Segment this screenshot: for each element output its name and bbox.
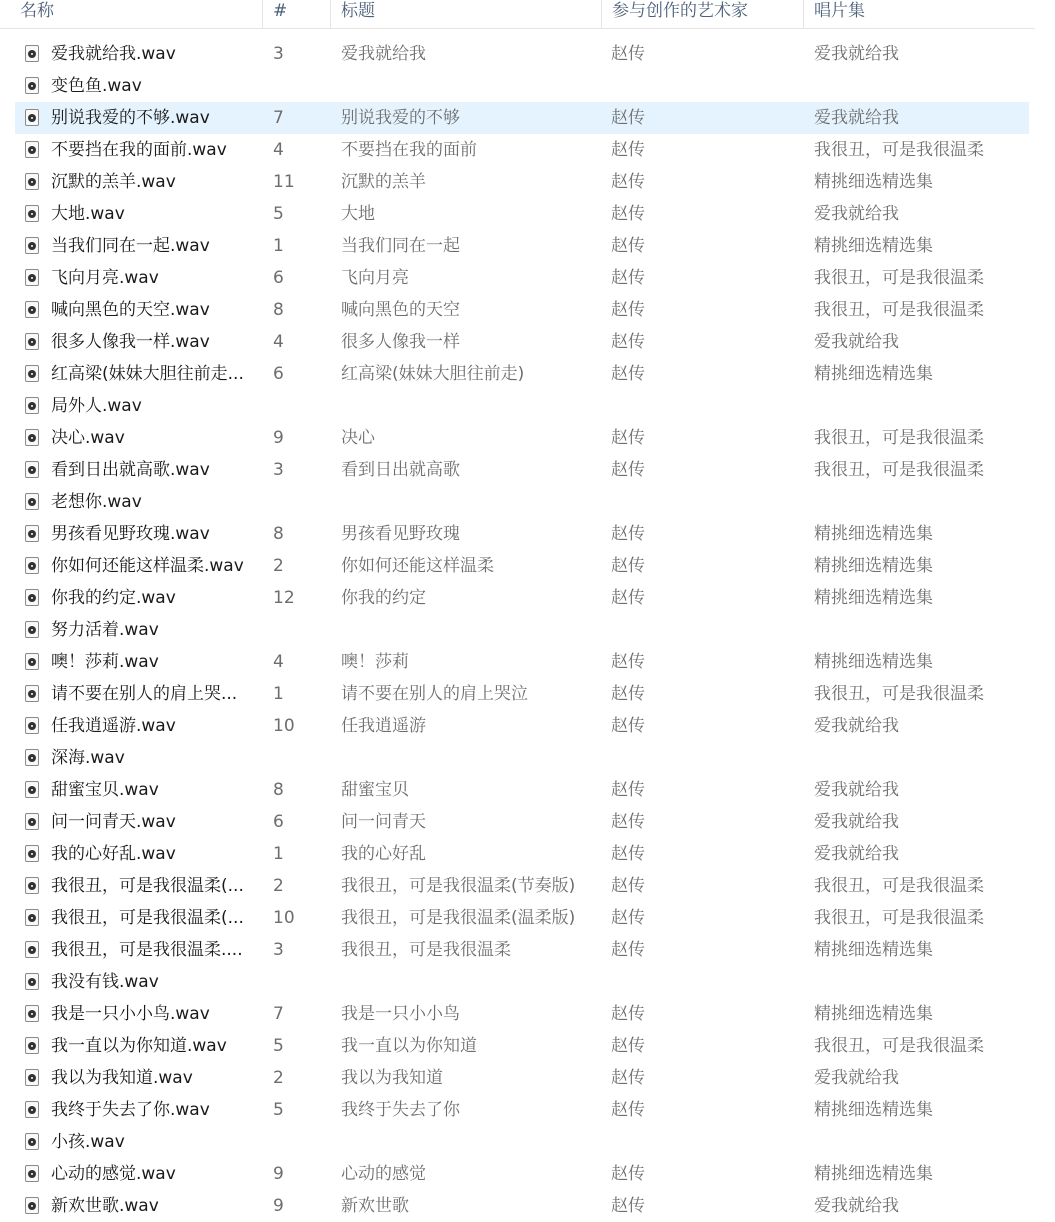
track-number: 2 [273, 556, 284, 576]
track-number: 2 [273, 876, 284, 896]
file-name: 甜蜜宝贝.wav [51, 780, 159, 800]
track-number: 1 [273, 844, 284, 864]
audio-file-icon [25, 77, 39, 94]
file-name: 沉默的羔羊.wav [51, 172, 176, 192]
track-album: 精挑细选精选集 [814, 556, 933, 576]
track-album [814, 742, 1029, 774]
track-artist: 赵传 [611, 172, 645, 192]
track-number [273, 390, 329, 422]
track-number: 9 [273, 1164, 284, 1184]
file-name: 心动的感觉.wav [51, 1164, 176, 1184]
file-row[interactable] [15, 422, 1029, 454]
file-row[interactable] [15, 198, 1029, 230]
track-artist: 赵传 [611, 1164, 645, 1184]
file-name: 我是一只小小鸟.wav [51, 1004, 210, 1024]
track-number: 7 [273, 108, 284, 128]
track-title: 飞向月亮 [341, 268, 409, 288]
audio-file-icon [25, 493, 39, 510]
file-row[interactable] [15, 486, 1029, 518]
track-album [814, 966, 1029, 998]
track-album: 爱我就给我 [814, 844, 899, 864]
track-album [814, 614, 1029, 646]
track-number: 8 [273, 780, 284, 800]
audio-file-icon [25, 717, 39, 734]
track-artist: 赵传 [611, 1100, 645, 1120]
file-row[interactable] [15, 678, 1029, 710]
file-name: 我没有钱.wav [51, 972, 159, 992]
audio-file-icon [25, 621, 39, 638]
track-album: 精挑细选精选集 [814, 524, 933, 544]
file-row[interactable] [15, 998, 1029, 1030]
file-name: 别说我爱的不够.wav [51, 108, 210, 128]
audio-file-icon [25, 973, 39, 990]
track-artist: 赵传 [611, 140, 645, 160]
file-name: 噢！莎莉.wav [51, 652, 159, 672]
file-name: 新欢世歌.wav [51, 1196, 159, 1216]
file-row[interactable] [15, 742, 1029, 774]
track-album: 我很丑，可是我很温柔 [814, 876, 984, 896]
track-number: 3 [273, 44, 284, 64]
track-title: 红高梁(妹妹大胆往前走) [341, 364, 525, 384]
file-name: 我一直以为你知道.wav [51, 1036, 227, 1056]
track-artist: 赵传 [611, 908, 645, 928]
track-album: 精挑细选精选集 [814, 1004, 933, 1024]
track-title: 大地 [341, 204, 375, 224]
track-album: 爱我就给我 [814, 780, 899, 800]
track-artist: 赵传 [611, 300, 645, 320]
track-artist [611, 742, 801, 774]
track-title: 心动的感觉 [341, 1164, 426, 1184]
track-number: 9 [273, 428, 284, 448]
track-artist: 赵传 [611, 44, 645, 64]
file-row[interactable] [15, 326, 1029, 358]
file-row[interactable] [15, 614, 1029, 646]
track-artist: 赵传 [611, 588, 645, 608]
audio-file-icon [25, 557, 39, 574]
audio-file-icon [25, 365, 39, 382]
file-row[interactable] [15, 1094, 1029, 1126]
track-number: 1 [273, 684, 284, 704]
track-title [341, 966, 601, 998]
file-name: 你我的约定.wav [51, 588, 176, 608]
audio-file-icon [25, 1037, 39, 1054]
track-number: 3 [273, 460, 284, 480]
track-artist: 赵传 [611, 332, 645, 352]
file-name: 你如何还能这样温柔.wav [51, 556, 244, 576]
track-album [814, 390, 1029, 422]
track-number: 6 [273, 268, 284, 288]
track-album: 我很丑，可是我很温柔 [814, 300, 984, 320]
file-row[interactable] [15, 934, 1029, 966]
track-artist [611, 70, 801, 102]
audio-file-icon [25, 429, 39, 446]
track-artist: 赵传 [611, 716, 645, 736]
track-title [341, 742, 601, 774]
track-album: 精挑细选精选集 [814, 236, 933, 256]
track-title: 喊向黑色的天空 [341, 300, 460, 320]
file-row[interactable] [15, 70, 1029, 102]
track-artist [611, 486, 801, 518]
track-title [341, 70, 601, 102]
track-artist: 赵传 [611, 684, 645, 704]
audio-file-icon [25, 1165, 39, 1182]
track-number: 8 [273, 300, 284, 320]
audio-file-icon [25, 781, 39, 798]
track-album: 我很丑，可是我很温柔 [814, 140, 984, 160]
column-header-artist[interactable]: 参与创作的艺术家 [602, 0, 804, 28]
track-number [273, 1126, 329, 1158]
track-title: 我很丑，可是我很温柔(温柔版) [341, 908, 576, 928]
file-name: 当我们同在一起.wav [51, 236, 210, 256]
audio-file-icon [25, 1133, 39, 1150]
track-number: 1 [273, 236, 284, 256]
track-number [273, 614, 329, 646]
file-name: 飞向月亮.wav [51, 268, 159, 288]
file-row[interactable] [15, 902, 1029, 934]
file-row[interactable] [15, 1158, 1029, 1190]
audio-file-icon [25, 845, 39, 862]
file-name: 男孩看见野玫瑰.wav [51, 524, 210, 544]
audio-file-icon [25, 205, 39, 222]
track-album: 爱我就给我 [814, 812, 899, 832]
file-name: 老想你.wav [51, 492, 142, 512]
audio-file-icon [25, 333, 39, 350]
file-name: 小孩.wav [51, 1132, 125, 1152]
track-artist: 赵传 [611, 428, 645, 448]
file-row[interactable] [15, 102, 1029, 134]
audio-file-icon [25, 813, 39, 830]
file-row[interactable] [15, 294, 1029, 326]
track-number: 2 [273, 1068, 284, 1088]
track-number: 4 [273, 140, 284, 160]
track-title: 决心 [341, 428, 375, 448]
track-album: 我很丑，可是我很温柔 [814, 684, 984, 704]
track-number [273, 70, 329, 102]
track-album: 爱我就给我 [814, 204, 899, 224]
track-album: 精挑细选精选集 [814, 1164, 933, 1184]
track-title: 当我们同在一起 [341, 236, 460, 256]
track-album: 我很丑，可是我很温柔 [814, 460, 984, 480]
audio-file-icon [25, 1197, 39, 1214]
file-row[interactable] [15, 518, 1029, 550]
track-title: 新欢世歌 [341, 1196, 409, 1216]
track-artist: 赵传 [611, 1004, 645, 1024]
audio-file-icon [25, 45, 39, 62]
column-header-number[interactable]: # [263, 0, 331, 28]
file-name: 喊向黑色的天空.wav [51, 300, 210, 320]
file-name: 我终于失去了你.wav [51, 1100, 210, 1120]
track-artist: 赵传 [611, 1196, 645, 1216]
file-row[interactable] [15, 262, 1029, 294]
track-album: 爱我就给我 [814, 1196, 899, 1216]
audio-file-icon [25, 589, 39, 606]
track-title: 我很丑，可是我很温柔(节奏版) [341, 876, 576, 896]
track-artist: 赵传 [611, 652, 645, 672]
track-title: 你如何还能这样温柔 [341, 556, 494, 576]
file-name: 很多人像我一样.wav [51, 332, 210, 352]
track-title: 你我的约定 [341, 588, 426, 608]
track-number: 4 [273, 332, 284, 352]
track-artist [611, 966, 801, 998]
track-artist: 赵传 [611, 524, 645, 544]
file-row[interactable] [15, 390, 1029, 422]
track-artist: 赵传 [611, 556, 645, 576]
track-title: 看到日出就高歌 [341, 460, 460, 480]
audio-file-icon [25, 877, 39, 894]
track-title: 任我逍遥游 [341, 716, 426, 736]
track-artist: 赵传 [611, 876, 645, 896]
track-artist [611, 390, 801, 422]
file-row[interactable] [15, 646, 1029, 678]
track-title: 我一直以为你知道 [341, 1036, 477, 1056]
track-artist: 赵传 [611, 780, 645, 800]
file-row[interactable] [15, 38, 1029, 70]
track-artist: 赵传 [611, 364, 645, 384]
file-name: 我很丑，可是我很温柔(... [51, 876, 244, 896]
track-title [341, 1126, 601, 1158]
file-row[interactable] [15, 1062, 1029, 1094]
track-title: 请不要在别人的肩上哭泣 [341, 684, 528, 704]
file-name: 问一问青天.wav [51, 812, 176, 832]
column-header-album[interactable]: 唱片集 [814, 1, 865, 21]
file-row[interactable] [15, 710, 1029, 742]
track-artist [611, 1126, 801, 1158]
file-name: 局外人.wav [51, 396, 142, 416]
audio-file-icon [25, 141, 39, 158]
track-album: 我很丑，可是我很温柔 [814, 428, 984, 448]
file-row[interactable] [15, 1190, 1029, 1222]
track-album [814, 70, 1029, 102]
track-number: 11 [273, 172, 295, 192]
file-row[interactable] [15, 166, 1029, 198]
file-name: 红高梁(妹妹大胆往前走... [51, 364, 244, 384]
file-row[interactable] [15, 1126, 1029, 1158]
audio-file-icon [25, 941, 39, 958]
track-artist: 赵传 [611, 204, 645, 224]
track-album: 我很丑，可是我很温柔 [814, 1036, 984, 1056]
track-artist: 赵传 [611, 1036, 645, 1056]
track-title: 我很丑，可是我很温柔 [341, 940, 511, 960]
track-title: 很多人像我一样 [341, 332, 460, 352]
track-album: 精挑细选精选集 [814, 364, 933, 384]
file-name: 我以为我知道.wav [51, 1068, 193, 1088]
file-row[interactable] [15, 774, 1029, 806]
track-number: 5 [273, 1036, 284, 1056]
track-number: 9 [273, 1196, 284, 1216]
track-number: 3 [273, 940, 284, 960]
file-name: 爱我就给我.wav [51, 44, 176, 64]
file-name: 我很丑，可是我很温柔.... [51, 940, 243, 960]
track-album: 爱我就给我 [814, 108, 899, 128]
file-name: 决心.wav [51, 428, 125, 448]
track-title: 甜蜜宝贝 [341, 780, 409, 800]
file-name: 我很丑，可是我很温柔(... [51, 908, 244, 928]
audio-file-icon [25, 1069, 39, 1086]
track-artist: 赵传 [611, 268, 645, 288]
column-header-bar [0, 0, 1035, 29]
track-number: 6 [273, 364, 284, 384]
track-number: 8 [273, 524, 284, 544]
track-number: 6 [273, 812, 284, 832]
file-name: 我的心好乱.wav [51, 844, 176, 864]
column-header-name[interactable]: 名称 [10, 0, 263, 28]
file-name: 请不要在别人的肩上哭... [51, 684, 238, 704]
audio-file-icon [25, 173, 39, 190]
file-name: 任我逍遥游.wav [51, 716, 176, 736]
track-album: 爱我就给我 [814, 1068, 899, 1088]
track-artist [611, 614, 801, 646]
track-title: 男孩看见野玫瑰 [341, 524, 460, 544]
audio-file-icon [25, 685, 39, 702]
track-title: 噢！莎莉 [341, 652, 409, 672]
track-album: 精挑细选精选集 [814, 940, 933, 960]
track-title: 别说我爱的不够 [341, 108, 460, 128]
audio-file-icon [25, 301, 39, 318]
track-number: 10 [273, 908, 295, 928]
file-row[interactable] [15, 230, 1029, 262]
track-number: 5 [273, 204, 284, 224]
track-number: 4 [273, 652, 284, 672]
track-number: 5 [273, 1100, 284, 1120]
track-album: 爱我就给我 [814, 332, 899, 352]
track-title: 问一问青天 [341, 812, 426, 832]
track-number: 12 [273, 588, 295, 608]
track-album [814, 1126, 1029, 1158]
audio-file-icon [25, 653, 39, 670]
track-number [273, 742, 329, 774]
column-header-title[interactable]: 标题 [331, 0, 602, 28]
audio-file-icon [25, 1101, 39, 1118]
track-number [273, 486, 329, 518]
audio-file-icon [25, 397, 39, 414]
track-title: 沉默的羔羊 [341, 172, 426, 192]
file-row[interactable] [15, 870, 1029, 902]
track-album: 精挑细选精选集 [814, 1100, 933, 1120]
file-row[interactable] [15, 550, 1029, 582]
track-album: 精挑细选精选集 [814, 172, 933, 192]
track-artist: 赵传 [611, 460, 645, 480]
audio-file-icon [25, 909, 39, 926]
track-album: 精挑细选精选集 [814, 652, 933, 672]
file-row[interactable] [15, 966, 1029, 998]
track-artist: 赵传 [611, 1068, 645, 1088]
file-row[interactable] [15, 454, 1029, 486]
track-artist: 赵传 [611, 940, 645, 960]
file-row[interactable] [15, 838, 1029, 870]
file-name: 变色鱼.wav [51, 76, 142, 96]
audio-file-icon [25, 109, 39, 126]
audio-file-icon [25, 749, 39, 766]
track-title: 我是一只小小鸟 [341, 1004, 460, 1024]
track-album [814, 486, 1029, 518]
audio-file-icon [25, 525, 39, 542]
file-name: 努力活着.wav [51, 620, 159, 640]
file-name: 不要挡在我的面前.wav [51, 140, 227, 160]
track-title: 我终于失去了你 [341, 1100, 460, 1120]
track-artist: 赵传 [611, 108, 645, 128]
file-row[interactable] [15, 358, 1029, 390]
track-title: 我的心好乱 [341, 844, 426, 864]
file-row[interactable] [15, 134, 1029, 166]
track-title: 爱我就给我 [341, 44, 426, 64]
audio-file-icon [25, 461, 39, 478]
track-album: 爱我就给我 [814, 716, 899, 736]
track-title [341, 614, 601, 646]
track-album: 我很丑，可是我很温柔 [814, 908, 984, 928]
track-title [341, 486, 601, 518]
track-album: 精挑细选精选集 [814, 588, 933, 608]
track-artist: 赵传 [611, 812, 645, 832]
file-row[interactable] [15, 806, 1029, 838]
audio-file-icon [25, 237, 39, 254]
track-album: 爱我就给我 [814, 44, 899, 64]
track-artist: 赵传 [611, 844, 645, 864]
file-name: 大地.wav [51, 204, 125, 224]
track-title: 我以为我知道 [341, 1068, 443, 1088]
track-title [341, 390, 601, 422]
audio-file-icon [25, 1005, 39, 1022]
track-number: 7 [273, 1004, 284, 1024]
track-number [273, 966, 329, 998]
file-name: 深海.wav [51, 748, 125, 768]
track-number: 10 [273, 716, 295, 736]
file-row[interactable] [15, 1030, 1029, 1062]
audio-file-icon [25, 269, 39, 286]
track-album: 我很丑，可是我很温柔 [814, 268, 984, 288]
file-row[interactable] [15, 582, 1029, 614]
track-title: 不要挡在我的面前 [341, 140, 477, 160]
track-artist: 赵传 [611, 236, 645, 256]
file-name: 看到日出就高歌.wav [51, 460, 210, 480]
